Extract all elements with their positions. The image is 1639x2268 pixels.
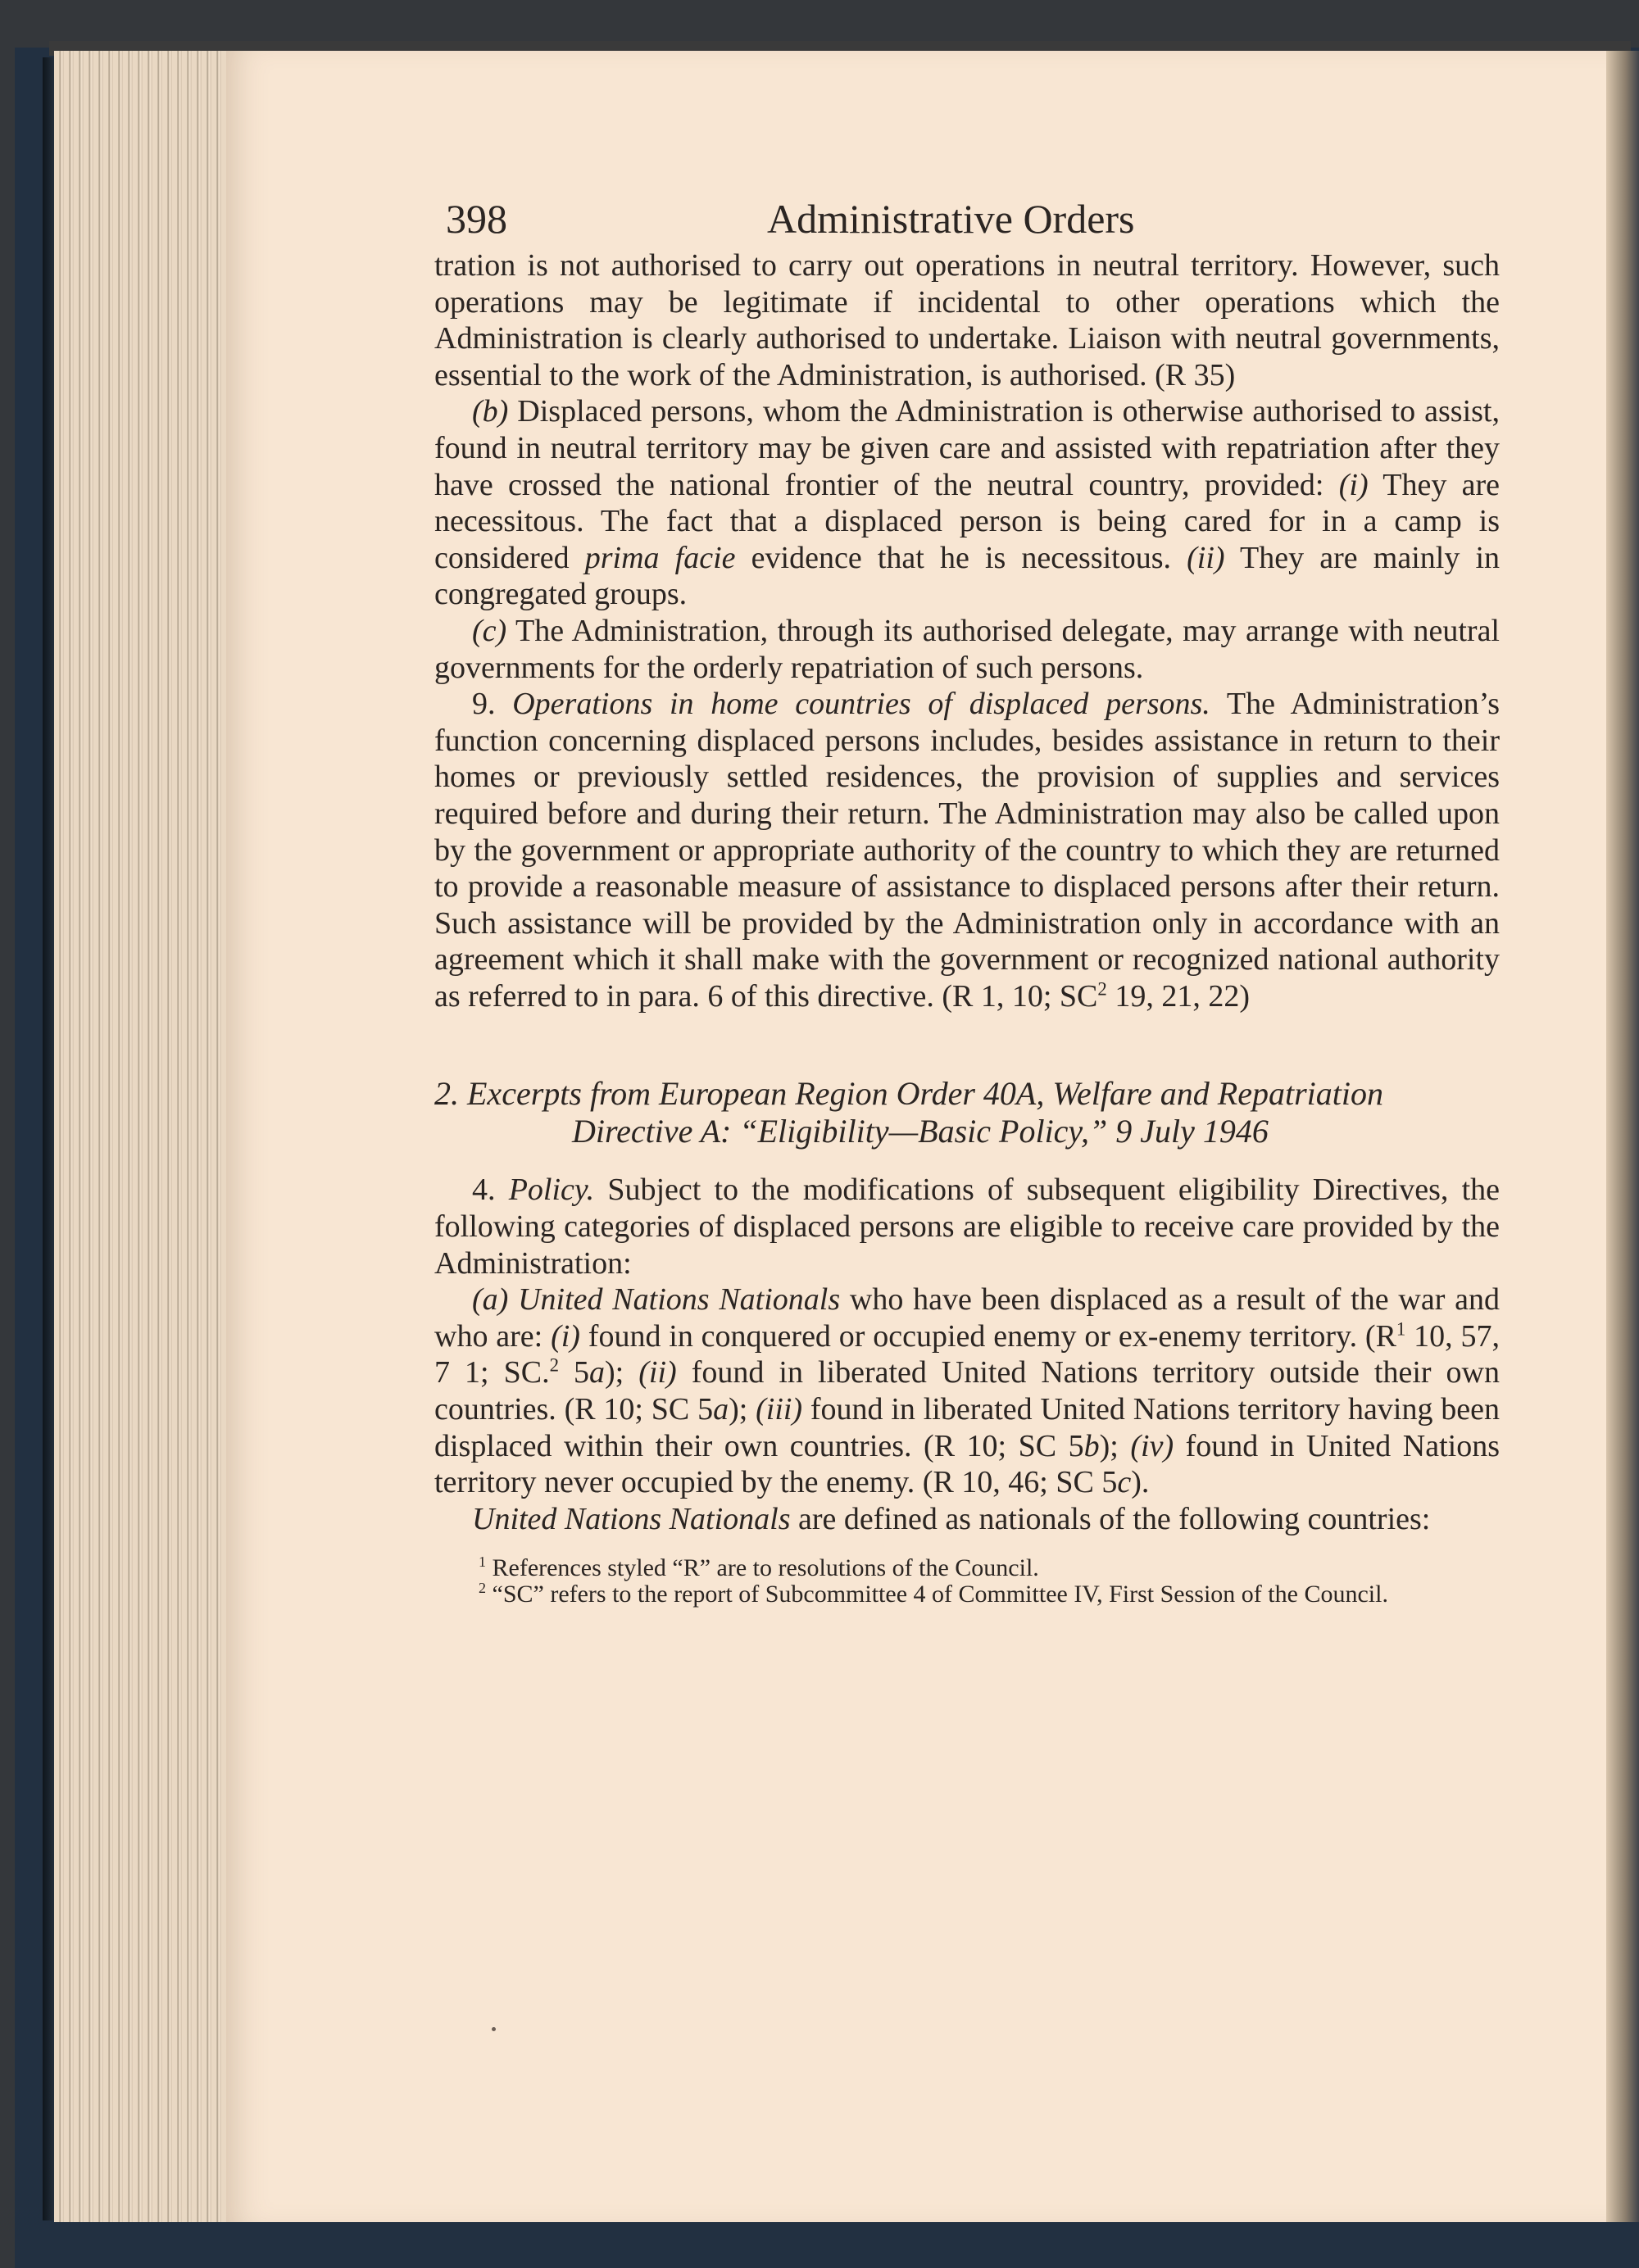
body-text-2	[434, 1172, 1500, 1537]
page-content	[434, 190, 1500, 1608]
excerpt-title	[434, 1075, 1500, 1150]
page-speck	[492, 2027, 496, 2031]
excerpt-title-line2: Directive A: “Eligibility—Basic Policy,” 9 July 1946	[572, 1113, 1269, 1150]
paragraph-4: 4. Policy. Subject to the modifications of subsequent eligibility Directives, the following categories of displaced persons are eligible to receive care provided by the Administration:	[434, 1173, 1501, 1281]
paragraph-un-nationals: United Nations Nationals are defined as nationals of the following countries:	[472, 1501, 1431, 1536]
body-text	[434, 247, 1500, 1014]
footnote-1: $^1$ References styled “R” are to resolutions of the Council.	[479, 1554, 1039, 1582]
footnote-2: $^2$ “SC” refers to the report of Subcommittee 4 of Committee IV, First Session of the Council.	[479, 1580, 1388, 1608]
page-edges-right	[1606, 51, 1639, 2222]
page-header	[434, 190, 1500, 247]
running-head: Administrative Orders	[767, 196, 1135, 242]
paragraph-c: (c) The Administration, through its authorised delegate, may arrange with neutral governments for the orderly repatriation of such persons.	[434, 613, 1500, 685]
footnotes	[434, 1555, 1500, 1608]
excerpt-title-line1: 2. Excerpts from European Region Order 40A, Welfare and Repatriation	[434, 1075, 1383, 1113]
paragraph-a: (a) United Nations Nationals who have been displaced as a result of the war and who are: (i) found in conquered or occupied enemy or ex-enemy territory. ($R^1$ 10, 57, 7 1; SC.$^2$ 5a); (ii) found in liberated United Nations territory outside their own countries. (R 10; SC 5a); (iii) found in liberated United Nations territory having been displaced within their own countries. (R 10; SC 5b); (iv) found in United Nations territory never occupied by the enemy. (R 10, 46; SC 5c).	[434, 1282, 1501, 1500]
paragraph-b: (b) Displaced persons, whom the Administration is otherwise authorised to assist, found in neutral territory may be given care and assisted with repatriation after they have crossed the national frontier of the neutral country, provided: (i) They are necessitous. The fact that a displaced person is being cared for in a camp is considered prima facie evidence that he is necessitous. (ii) They are mainly in congregated groups.	[434, 394, 1501, 612]
page-edges-left	[54, 51, 226, 2222]
page-number: 398	[446, 196, 507, 242]
paragraph-9: 9. Operations in home countries of displaced persons. The Administration’s function concerning displaced persons includes, besides assistance in return to their homes or previously settled residences, the provision of supplies and services required before and during their return. The Administration may also be called upon by the government or appropriate authority of the country to which they are returned to provide a reasonable measure of assistance to displaced persons after their return. Such assistance will be provided by the Administration only in accordance with an agreement which it shall make with the government or recognized national authority as referred to in para. 6 of this directive. (R 1, 10; $SC^2$ 19, 21, 22)	[434, 687, 1501, 1014]
paragraph-continued: tration is not authorised to carry out operations in neutral territory. However, such operations may be legitimate if incidental to other operations which the Administration is clearly authorised to undertake. Liaison with neutral governments, essential to the work of the Administration, is authorised. (R 35)	[434, 248, 1500, 392]
